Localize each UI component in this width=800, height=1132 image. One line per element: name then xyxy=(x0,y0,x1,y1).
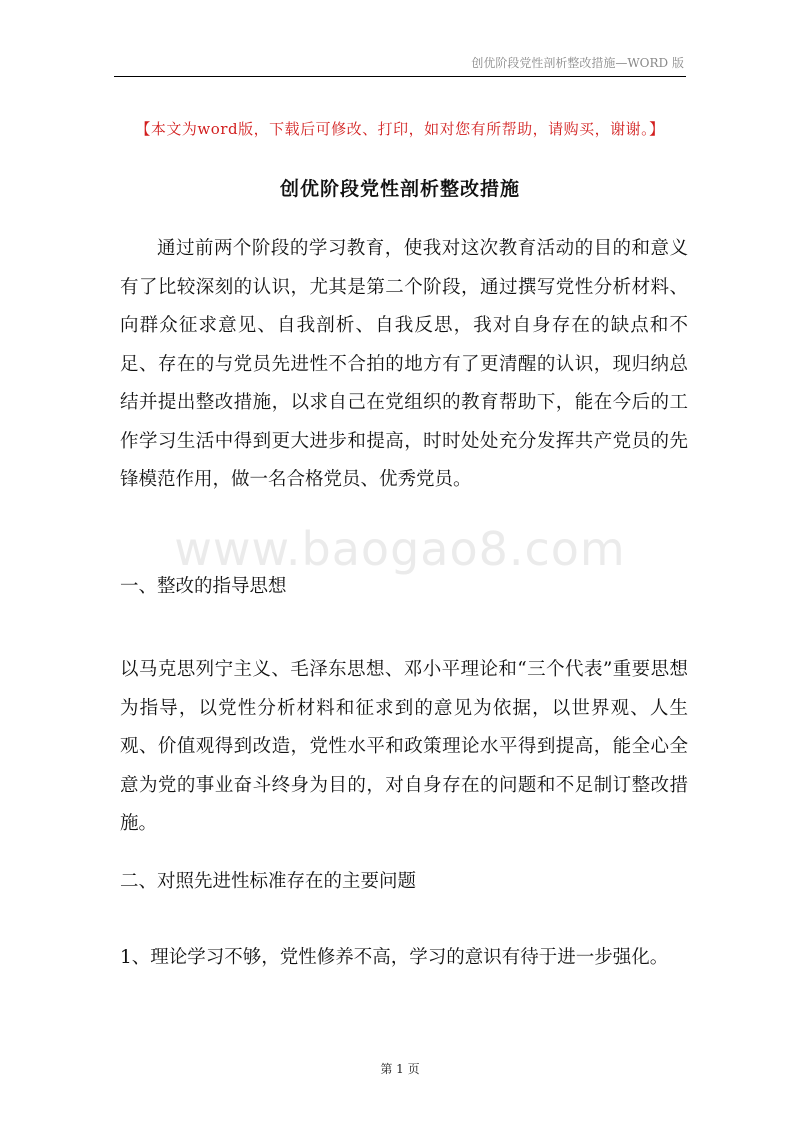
document-title: 创优阶段党性剖析整改措施 xyxy=(279,178,520,200)
watermark: www.baogao8.com xyxy=(174,522,626,576)
intro-paragraph: 通过前两个阶段的学习教育，使我对这次教育活动的目的和意义有了比较深刻的认识，尤其是第二个阶段，通过撰写党性分析材料、向群众征求意见、自我剖析、自我反思，我对自身存在的缺点和不足、存在的与党员先进性不合拍的地方有了更清醒的认识，现归纳总结并提出整改措施，以求自己在党组织的教育帮助下，能在今后的工作学习生活中得到更大进步和提高，时时处处充分发挥共产党员的先锋模范作用，做一名合格党员、优秀党员。 xyxy=(120,238,688,490)
purchase-notice: 【本文为word版，下载后可修改、打印，如对您有所帮助，请购买，谢谢。】 xyxy=(135,120,665,138)
section-2-heading: 二、对照先进性标准存在的主要问题 xyxy=(120,871,417,892)
list-item: 1、理论学习不够，党性修养不高，学习的意识有待于进一步强化。 xyxy=(120,947,669,968)
page-number: 第 1 页 xyxy=(380,1062,420,1076)
guiding-paragraph: 以马克思列宁主义、毛泽东思想、邓小平理论和“三个代表”重要思想为指导，以党性分析材料和征求到的意见为依据，以世界观、人生观、价值观得到改造，党性水平和政策理论水平得到提高，能全心全意为党的事业奋斗终身为目的，对自身存在的问题和不足制订整改措施。 xyxy=(120,659,688,834)
section-1-heading: 一、整改的指导思想 xyxy=(120,576,287,597)
header-divider xyxy=(114,76,686,77)
running-header: 创优阶段党性剖析整改措施—WORD 版 xyxy=(471,56,684,70)
